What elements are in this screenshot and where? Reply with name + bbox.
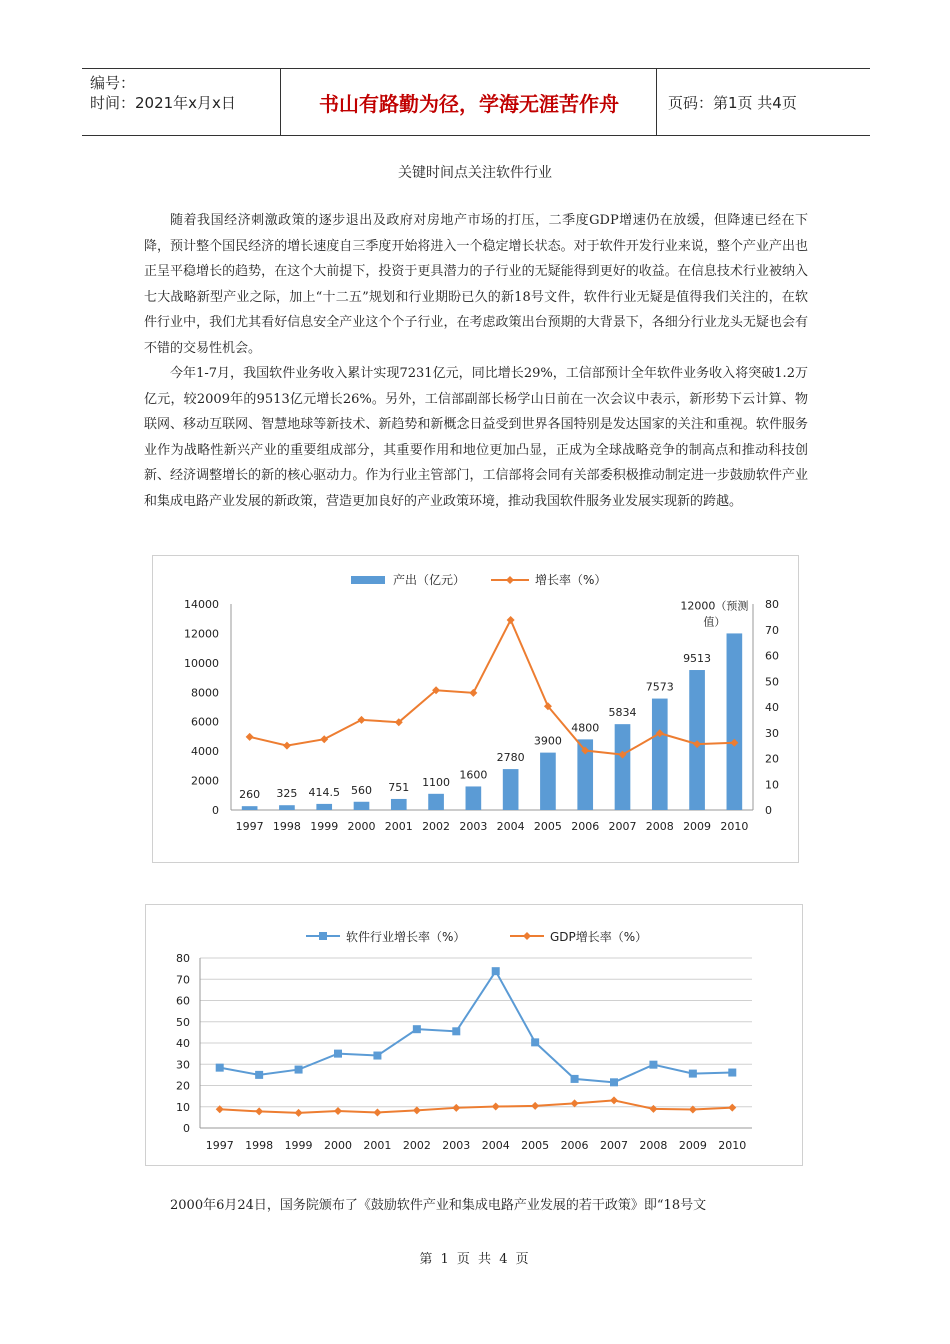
bar-output: [540, 753, 556, 810]
point-gdp-growth: [610, 1096, 618, 1104]
right-tick-label: 70: [765, 623, 779, 637]
document-title: 关键时间点关注软件行业: [398, 165, 552, 181]
legend-label-output: 产出（亿元）: [393, 573, 466, 587]
point-software-growth: [571, 1075, 579, 1083]
point-gdp-growth: [531, 1102, 539, 1110]
doc-date-label: 时间：2021年x月x日: [90, 94, 236, 112]
right-tick-label: 0: [765, 804, 772, 817]
output-growth-chart-svg: [153, 556, 798, 862]
point-software-growth: [334, 1050, 342, 1058]
paragraph-3: 2000年6月24日，国务院颁布了《鼓励软件产业和集成电路产业发展的若干政策》即“18号文: [170, 1198, 707, 1213]
x-tick-label: 1999: [284, 1139, 313, 1152]
right-tick-label: 50: [765, 675, 779, 689]
point-growth-rate: [246, 733, 254, 741]
point-growth-rate: [358, 716, 366, 724]
legend-label-software: 软件行业增长率（%）: [346, 930, 466, 944]
point-gdp-growth: [373, 1108, 381, 1116]
x-tick-label: 1997: [235, 820, 264, 833]
x-tick-label: 1997: [205, 1139, 234, 1152]
point-software-growth: [295, 1066, 303, 1074]
point-growth-rate: [507, 616, 515, 624]
y-tick-label: 0: [183, 1122, 190, 1135]
bar-data-label: 值）: [703, 615, 726, 629]
y-tick-label: 50: [176, 1015, 190, 1029]
y-tick-label: 40: [176, 1037, 190, 1050]
x-tick-label: 2002: [422, 820, 451, 833]
y-tick-label: 30: [176, 1058, 190, 1072]
x-tick-label: 2001: [363, 1139, 392, 1152]
legend-marker-gdp: [523, 932, 531, 940]
x-tick-label: 2004: [481, 1139, 510, 1152]
left-tick-label: 0: [212, 804, 219, 817]
bar-output: [615, 724, 631, 810]
bar-data-label: 1100: [422, 775, 451, 789]
x-tick-label: 2004: [496, 820, 525, 833]
x-tick-label: 2002: [402, 1139, 431, 1152]
x-tick-label: 2006: [560, 1139, 589, 1152]
point-software-growth: [610, 1078, 618, 1086]
point-gdp-growth: [452, 1104, 460, 1112]
x-tick-label: 2009: [678, 1139, 707, 1152]
bar-output: [727, 633, 743, 810]
left-tick-label: 14000: [184, 598, 219, 611]
point-gdp-growth: [255, 1107, 263, 1115]
x-tick-label: 2009: [683, 820, 712, 833]
point-software-growth: [728, 1069, 736, 1077]
paragraph-1: 随着我国经济刺激政策的逐步退出及政府对房地产市场的打压，二季度GDP增速仍在放缓，但降速已经在下降，预计整个国民经济的增长速度自三季度开始将进入一个稳定增长状态。对于软件开发行业来说，整个产业产出也正呈平稳增长的趋势，在这个大前提下，投资于更具潜力的子行业的无疑能得到更好的收益。在信息技术行业被纳入七大战略新型产业之际，加上“十二五”规划和行业期盼已久的新18号文件，软件行业无疑是值得我们关注的，在软件行业中，我们尤其看好信息安全产业这个个子行业，在考虑政策出台预期的大背景下，各细分行业龙头无疑也会有不错的交易性机会。: [144, 213, 808, 356]
y-tick-label: 80: [176, 952, 190, 965]
bar-output: [279, 805, 295, 810]
x-tick-label: 1999: [310, 820, 339, 833]
legend-label-growth: 增长率（%）: [535, 573, 607, 587]
bar-output: [391, 799, 407, 810]
x-tick-label: 2001: [384, 820, 413, 833]
bar-data-label: 260: [239, 788, 261, 802]
growth-comparison-chart: [145, 904, 803, 1166]
x-tick-label: 2010: [718, 1139, 747, 1152]
header-page-number: 页码：第1页 共4页: [668, 93, 797, 112]
x-tick-label: 2007: [608, 820, 637, 833]
left-tick-label: 4000: [191, 745, 219, 759]
y-tick-label: 70: [176, 973, 190, 987]
point-growth-rate: [320, 735, 328, 743]
point-gdp-growth: [728, 1104, 736, 1112]
x-tick-label: 1998: [245, 1139, 274, 1152]
paragraph-2: 今年1-7月，我国软件业务收入累计实现7231亿元，同比增长29%，工信部预计全年软件业务收入将突破1.2万亿元，较2009年的9513亿元增长26%。另外，工信部副部长杨学山日前在一次会议中表示，新形势下云计算、物联网、移动互联网、智慧地球等新技术、新趋势和新概念日益受到世界各国特别是发达国家的关注和重视。软件服务业作为战略性新兴产业的重要组成部分，其重要作用和地位更加凸显，正成为全球战略竞争的制高点和推动科技创新、经济调整增长的新的核心驱动力。作为行业主管部门，工信部将会同有关部委积极推动制定进一步鼓励软件产业和集成电路产业发展的新政策，营造更加良好的产业政策环境，推动我国软件服务业发展实现新的跨越。: [144, 366, 808, 509]
point-gdp-growth: [334, 1107, 342, 1115]
left-tick-label: 10000: [184, 656, 219, 670]
bar-output: [354, 802, 370, 810]
point-growth-rate: [469, 689, 477, 697]
point-growth-rate: [283, 742, 291, 750]
point-software-growth: [255, 1071, 263, 1079]
right-tick-label: 20: [765, 752, 779, 766]
right-tick-label: 40: [765, 701, 779, 714]
left-tick-label: 12000: [184, 627, 219, 641]
legend-marker-growth: [506, 576, 514, 584]
bar-data-label: 2780: [496, 751, 525, 765]
bar-output: [689, 670, 705, 810]
point-gdp-growth: [571, 1099, 579, 1107]
point-gdp-growth: [649, 1105, 657, 1113]
bar-data-label: 1600: [459, 768, 488, 782]
bar-output: [428, 794, 444, 810]
point-software-growth: [216, 1064, 224, 1072]
doc-number-label: 编号：: [90, 74, 136, 92]
right-tick-label: 60: [765, 649, 779, 663]
bar-data-label: 751: [388, 780, 410, 794]
page-header: [82, 68, 870, 136]
bar-output: [466, 786, 482, 810]
bar-data-label: 414.5: [308, 785, 340, 799]
x-tick-label: 2005: [521, 1139, 550, 1152]
bar-data-label: 560: [351, 783, 372, 797]
page-footer: 第 1 页 共 4 页: [419, 1252, 531, 1267]
bar-data-label: 5834: [608, 706, 637, 720]
header-meta: [82, 69, 281, 135]
point-software-growth: [413, 1025, 421, 1033]
x-tick-label: 2005: [533, 820, 562, 833]
x-tick-label: 2000: [324, 1139, 352, 1152]
x-tick-label: 2000: [347, 820, 376, 833]
y-tick-label: 60: [176, 994, 190, 1008]
bar-data-label: 4800: [571, 721, 600, 735]
bar-data-label: 325: [276, 787, 298, 801]
x-tick-label: 2010: [720, 820, 749, 833]
bar-data-label: 12000（预测: [680, 599, 749, 613]
y-tick-label: 20: [176, 1079, 190, 1093]
bar-data-label: 9513: [683, 652, 712, 666]
x-tick-label: 2007: [600, 1139, 628, 1152]
bar-data-label: 7573: [645, 680, 674, 694]
right-tick-label: 80: [765, 598, 779, 611]
point-software-growth: [373, 1052, 381, 1060]
point-software-growth: [649, 1061, 657, 1069]
bar-data-label: 3900: [533, 734, 562, 748]
bar-output: [242, 806, 258, 810]
point-gdp-growth: [295, 1109, 303, 1117]
x-tick-label: 2006: [571, 820, 600, 833]
bar-output: [652, 699, 668, 810]
left-tick-label: 8000: [191, 686, 219, 700]
x-tick-label: 2003: [442, 1139, 471, 1152]
output-growth-chart: [152, 555, 799, 863]
x-tick-label: 2008: [645, 820, 674, 833]
point-software-growth: [689, 1070, 697, 1078]
right-tick-label: 30: [765, 726, 779, 740]
legend-swatch-output: [351, 576, 385, 584]
x-tick-label: 1998: [272, 820, 301, 833]
point-software-growth: [492, 967, 500, 975]
header-motto: 书山有路勤为径，学海无涯苦作舟: [282, 69, 657, 135]
left-tick-label: 2000: [191, 774, 219, 788]
point-gdp-growth: [413, 1106, 421, 1114]
x-tick-label: 2003: [459, 820, 488, 833]
point-software-growth: [531, 1038, 539, 1046]
left-tick-label: 6000: [191, 715, 219, 729]
y-tick-label: 10: [176, 1100, 190, 1114]
right-tick-label: 10: [765, 778, 779, 792]
growth-comparison-chart-svg: [146, 905, 802, 1165]
bar-output: [503, 769, 519, 810]
point-software-growth: [452, 1027, 460, 1035]
bar-output: [316, 804, 332, 810]
legend-marker-software: [319, 932, 327, 940]
legend-label-gdp: GDP增长率（%）: [550, 930, 648, 944]
x-tick-label: 2008: [639, 1139, 668, 1152]
point-gdp-growth: [492, 1103, 500, 1111]
